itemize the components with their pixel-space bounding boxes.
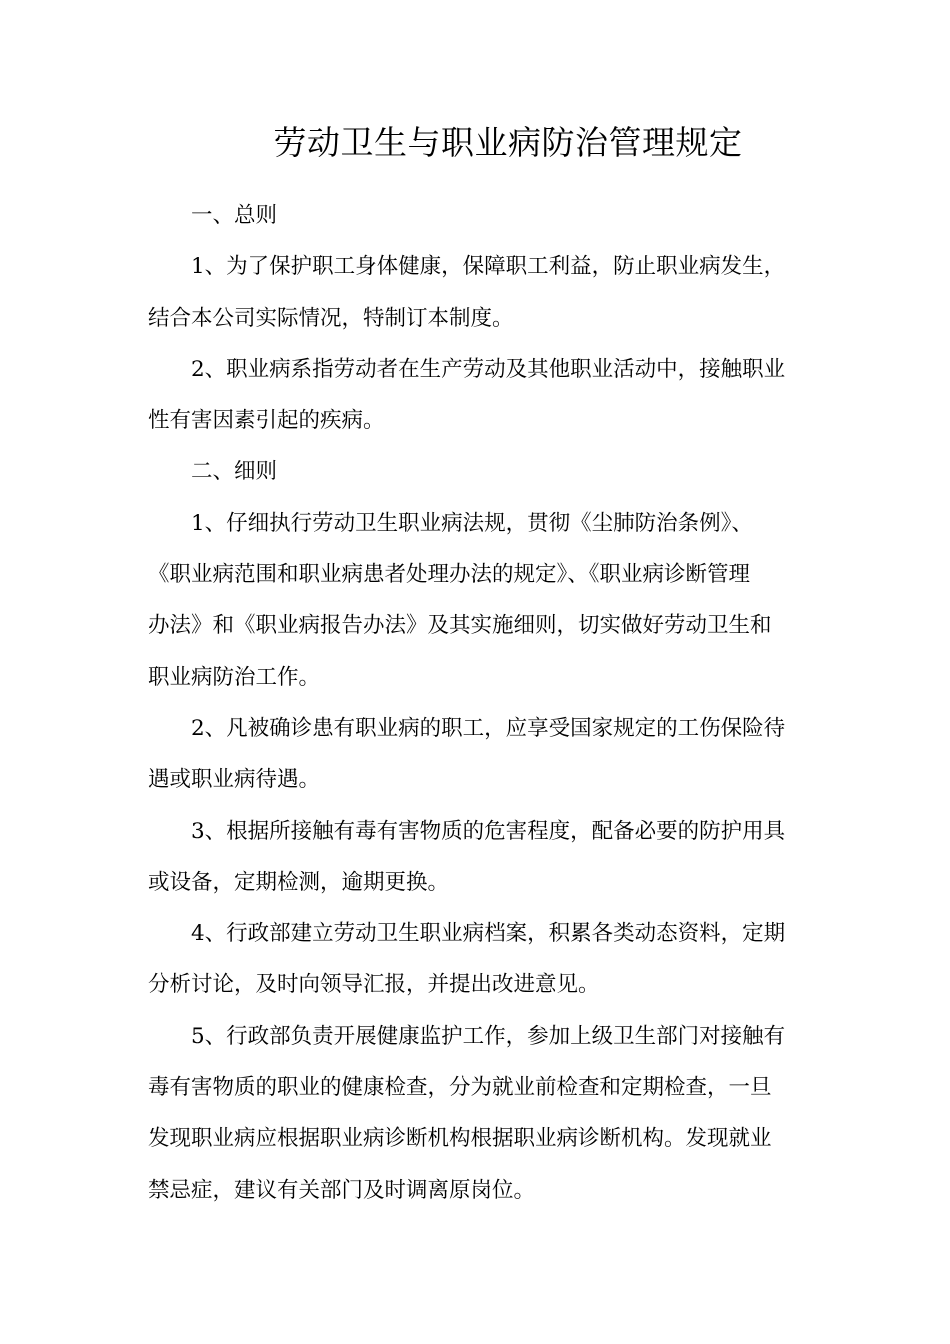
detail-item-2-line-2: 遇或职业病待遇。: [148, 767, 321, 793]
section-heading-details: 二、细则: [191, 459, 278, 485]
detail-item-4-line-2: 分析讨论，及时向领导汇报，并提出改进意见。: [148, 972, 600, 998]
detail-item-5-line-4: 禁忌症，建议有关部门及时调离原岗位。: [148, 1177, 536, 1203]
section-heading-general: 一、总则: [191, 203, 278, 228]
general-item-1-line-2: 结合本公司实际情况，特制订本制度。: [148, 305, 514, 331]
detail-item-3-line-1: 3、根据所接触有毒有害物质的危害程度，配备必要的防护用具: [191, 818, 786, 844]
detail-item-2-line-1: 2、凡被确诊患有职业病的职工，应享受国家规定的工伤保险待: [191, 715, 786, 741]
detail-item-1-line-2: 《职业病范围和职业病患者处理办法的规定》、《职业病诊断管理: [148, 562, 751, 588]
detail-item-5-line-1: 5、行政部负责开展健康监护工作，参加上级卫生部门对接触有: [191, 1023, 786, 1049]
general-item-2-line-2: 性有害因素引起的疾病。: [148, 408, 385, 434]
detail-item-1-line-1: 1、仔细执行劳动卫生职业病法规，贯彻《尘肺防治条例》、: [191, 510, 753, 536]
detail-item-4-line-1: 4、行政部建立劳动卫生职业病档案，积累各类动态资料，定期: [191, 921, 786, 947]
detail-item-3-line-2: 或设备，定期检测，逾期更换。: [148, 869, 450, 895]
detail-item-1-line-4: 职业病防治工作。: [148, 664, 321, 690]
general-item-2-line-1: 2、职业病系指劳动者在生产劳动及其他职业活动中，接触职业: [191, 356, 786, 382]
detail-item-5-line-3: 发现职业病应根据职业病诊断机构根据职业病诊断机构。发现就业: [148, 1126, 772, 1152]
detail-item-5-line-2: 毒有害物质的职业的健康检查，分为就业前检查和定期检查，一旦: [148, 1075, 772, 1101]
document-title: 劳动卫生与职业病防治管理规定: [273, 123, 743, 162]
general-item-1-line-1: 1、为了保护职工身体健康，保障职工利益，防止职业病发生，: [191, 254, 786, 280]
detail-item-1-line-3: 办法》和《职业病报告办法》及其实施细则，切实做好劳动卫生和: [148, 613, 772, 639]
document-body: [148, 190, 808, 1216]
